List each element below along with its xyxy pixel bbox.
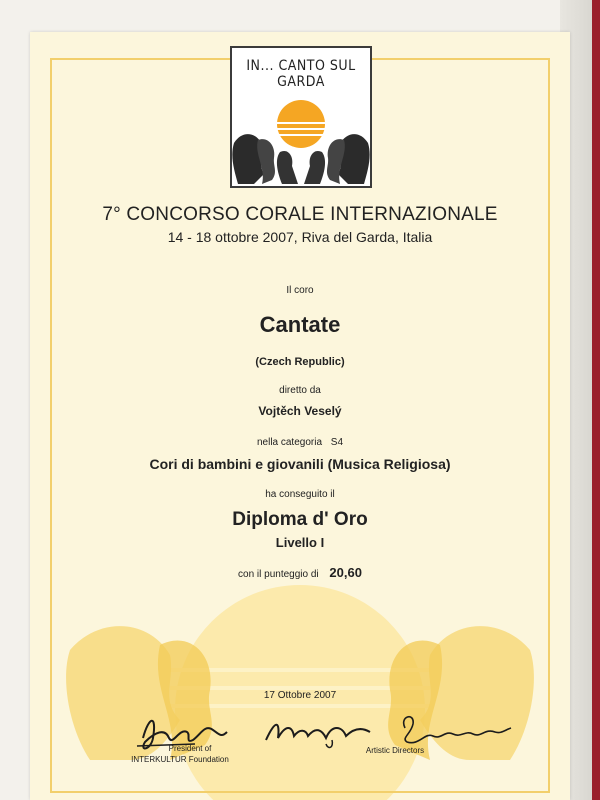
award-title: Diploma d' Oro (232, 509, 368, 530)
choir-intro-label: Il coro (286, 285, 314, 296)
competition-title: 7° CONCORSO CORALE INTERNAZIONALE (102, 204, 498, 225)
award-level: Livello I (275, 535, 325, 550)
logo-title: IN... CANTO SUL GARDA (246, 58, 356, 90)
score-line (50, 565, 550, 580)
artistic-directors-label: Artistic Directors (365, 746, 425, 755)
score-value: 20,60 (329, 565, 362, 580)
category-name: Cori di bambini e giovanili (Musica Religiosa) (149, 456, 451, 472)
achieved-label: ha conseguito il (265, 489, 335, 500)
choir-country: (Czech Republic) (255, 356, 345, 368)
category-line (50, 437, 550, 448)
score-label: con il punteggio di (238, 569, 319, 580)
competition-dates-place: 14 - 18 ottobre 2007, Riva del Garda, Italia (167, 229, 433, 245)
competition-logo (230, 46, 372, 188)
president-label: President of (168, 744, 212, 753)
logo-sun-faces-icon (232, 48, 370, 186)
choir-name: Cantate (259, 312, 341, 337)
category-label: nella categoria (256, 437, 323, 448)
conductor-name: Vojtěch Veselý (258, 404, 342, 418)
foundation-label: INTERKULTUR Foundation (131, 755, 229, 764)
conductor-intro-label: diretto da (279, 385, 321, 396)
category-code: S4 (330, 437, 344, 448)
certificate-date: 17 Ottobre 2007 (263, 690, 337, 701)
